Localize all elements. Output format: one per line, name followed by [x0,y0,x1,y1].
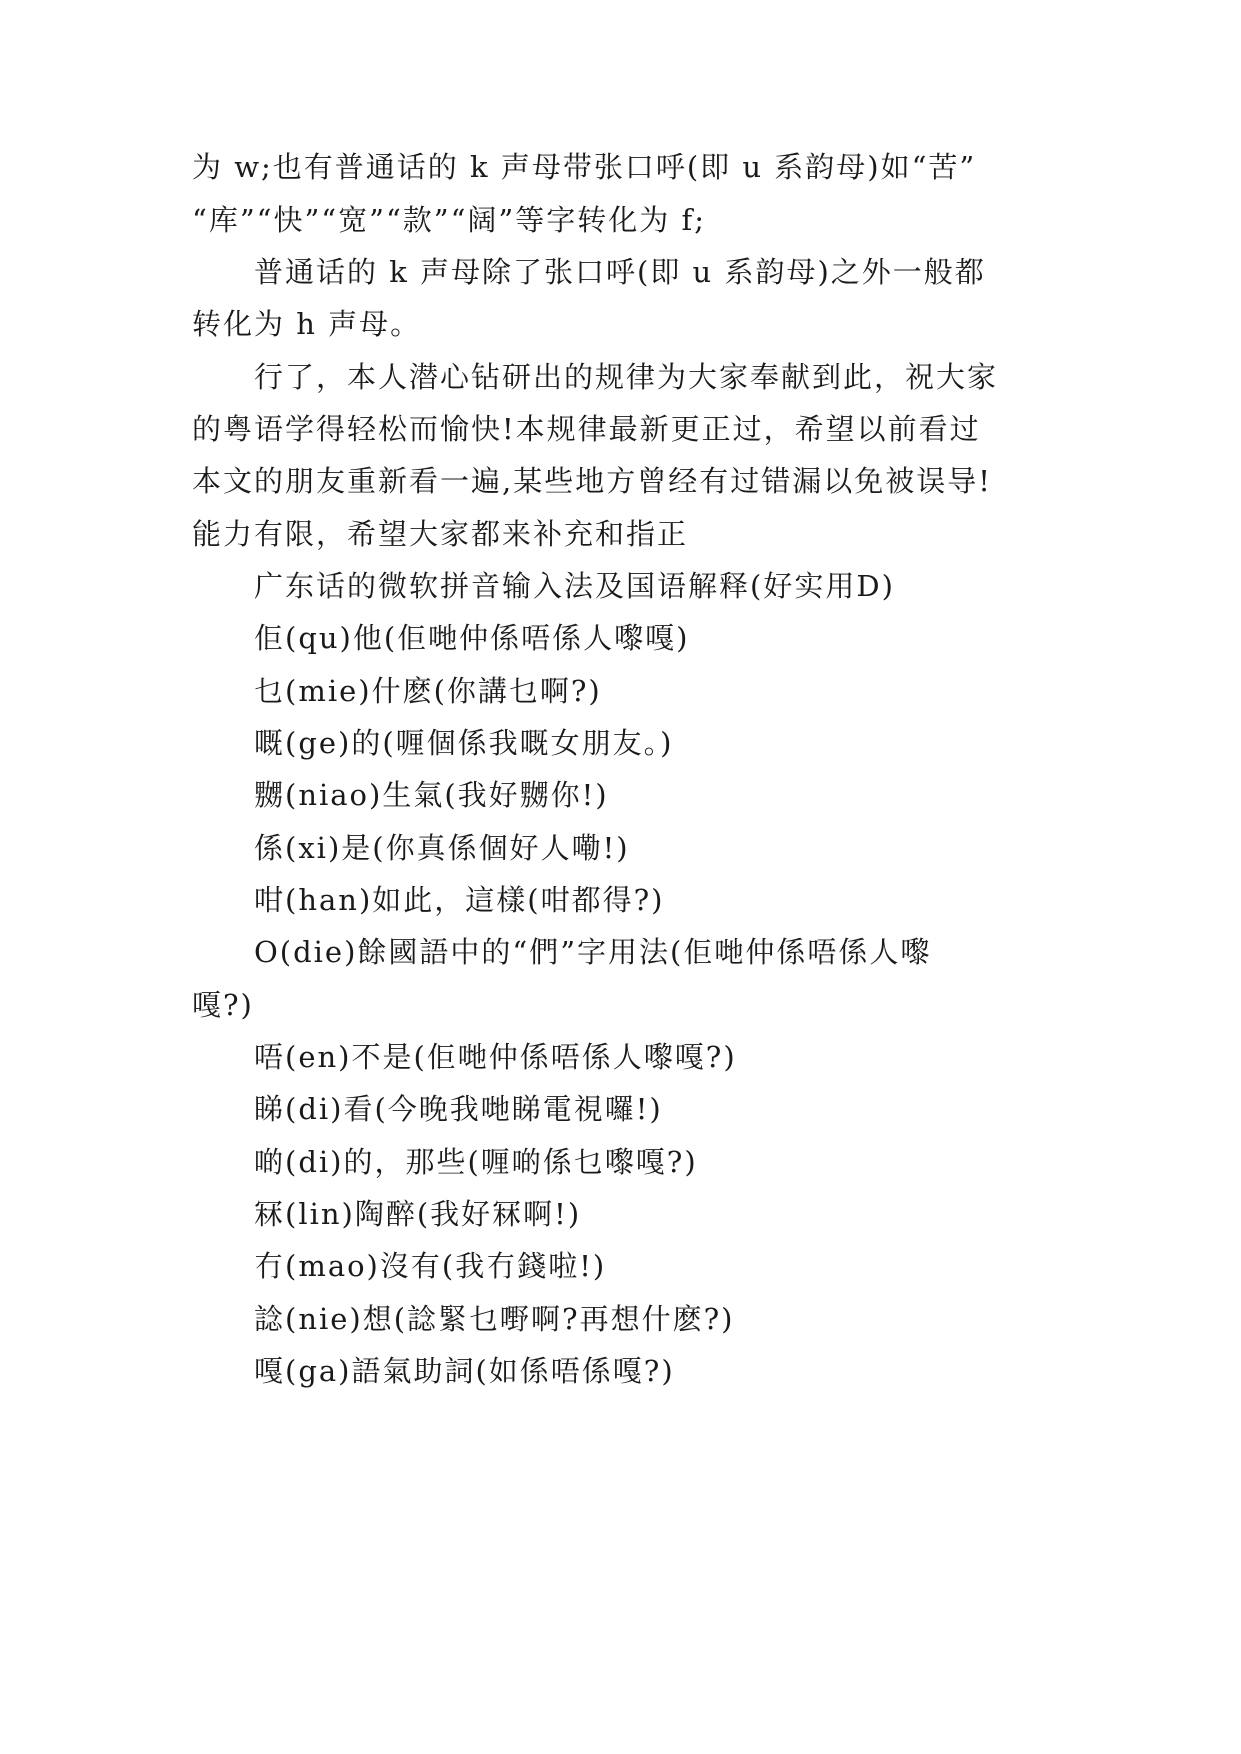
text-line: 转化为 h 声母。 [192,307,422,341]
text-line: O(die)餘國語中的“們”字用法(佢哋仲係唔係人嚟 [254,935,932,969]
text-line: 嘎(ga)語氣助詞(如係唔係嘎?) [254,1354,675,1388]
text-line: 咁(han)如此，這樣(咁都得?) [254,883,665,917]
text-line: 冧(lin)陶醉(我好冧啊!) [254,1197,582,1231]
text-line: 佢(qu)他(佢哋仲係唔係人嚟嘎) [254,621,690,655]
text-line: 本文的朋友重新看一遍,某些地方曾经有过错漏以免被误导! [192,464,992,498]
text-line: 係(xi)是(你真係個好人嘞!) [254,831,630,865]
text-line: 的粤语学得轻松而愉快!本规律最新更正过，希望以前看过 [192,412,981,446]
text-line: 嘎?) [192,988,254,1022]
text-line: 行了，本人潜心钻研出的规律为大家奉献到此，祝大家 [254,360,999,394]
text-line: 睇(di)看(今晚我哋睇電視囉!) [254,1092,663,1126]
text-line: 冇(mao)沒有(我冇錢啦!) [254,1249,607,1283]
text-line: 諗(nie)想(諗緊乜嘢啊?再想什麽?) [254,1302,735,1336]
text-line: 嘅(ge)的(喱個係我嘅女朋友。) [254,726,674,760]
text-line: 为 w;也有普通话的 k 声母带张口呼(即 u 系韵母)如“苦” [192,150,977,184]
text-line: 啲(di)的，那些(喱啲係乜嚟嘎?) [254,1145,698,1179]
text-line: 唔(en)不是(佢哋仲係唔係人嚟嘎?) [254,1040,737,1074]
text-line: 嬲(niao)生氣(我好嬲你!) [254,778,609,812]
text-line: “库”“快”“宽”“款”“阔”等字转化为 f; [192,203,706,237]
text-line: 能力有限，希望大家都来补充和指正 [192,517,689,551]
text-line: 普通话的 k 声母除了张口呼(即 u 系韵母)之外一般都 [254,255,986,289]
text-line: 广东话的微软拼音输入法及国语解释(好实用D) [254,569,895,603]
text-line: 乜(mie)什麽(你講乜啊?) [254,674,602,708]
